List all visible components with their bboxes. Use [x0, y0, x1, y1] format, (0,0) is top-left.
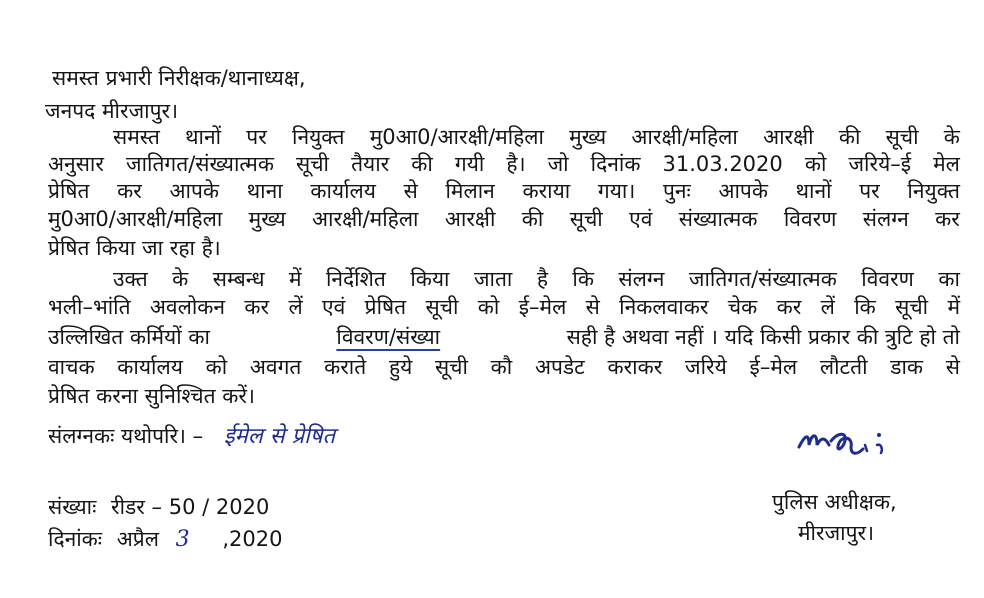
reference-number	[48, 492, 269, 522]
reference-date	[48, 524, 282, 555]
para1-line-4: मु0आ0/आरक्षी/महिला मुख्य आरक्षी/महिला आरक्षी की सूची एवं संख्यात्मक विवरण संलग्न कर	[48, 207, 960, 231]
para2-line-3	[48, 322, 960, 352]
signatory-location: मीरजापुर।	[798, 521, 875, 545]
para2-line-1: उक्त के सम्बन्ध में निर्देशित किया जाता है कि संलग्न जातिगत/संख्यात्मक विवरण का	[113, 267, 960, 291]
para1-line-3: प्रेषित कर आपके थाना कार्यालय से मिलान कराया गया। पुनः आपके थानों पर नियुक्त	[48, 179, 960, 203]
reference-date-month: अप्रैल	[116, 527, 159, 551]
reference-date-year: ,2020	[222, 527, 283, 551]
reference-date-label: दिनांकः	[48, 527, 103, 551]
officer-signature	[795, 415, 915, 465]
para2-line-3-start: उल्लिखित कर्मियों का	[48, 325, 210, 349]
para2-line-5: प्रेषित करना सुनिश्चित करें।	[48, 384, 255, 408]
para2-line-4: वाचक कार्यालय को अवगत कराते हुये सूची कौ अपडेट कराकर जरिये ई–मेल लौटती डाक से	[48, 355, 960, 379]
para1-line-2: अनुसार जातिगत/संख्यात्मक सूची तैयार की गयी है। जो दिनांक 31.03.2020 को जरिये–ई मेल	[48, 152, 960, 176]
reference-number-value: रीडर – 50 / 2020	[111, 495, 270, 519]
para1-line-5: प्रेषित किया जा रहा है।	[48, 236, 221, 260]
reference-number-label: संख्याः	[48, 495, 97, 519]
para1-line-1: समस्त थानों पर नियुक्त मु0आ0/आरक्षी/महिला मुख्य आरक्षी/महिला आरक्षी की सूची के	[113, 125, 960, 149]
enclosure-line	[48, 421, 335, 452]
address-line-2: जनपद मीरजापुर।	[45, 99, 179, 123]
underlined-detail-count: विवरण/संख्या	[336, 325, 441, 349]
para2-line-2: भली–भांति अवलोकन कर लें एवं प्रेषित सूची को ई–मेल से निकलवाकर चेक कर लें कि सूची में	[48, 295, 960, 319]
handwritten-email-note: ईमेल से प्रेषित	[223, 424, 336, 449]
para2-line-3-end: सही है अथवा नहीं । यदि किसी प्रकार की त्रुटि हो तो	[566, 325, 960, 349]
address-line-1: समस्त प्रभारी निरीक्षक/थानाध्यक्ष,	[52, 66, 306, 90]
enclosure-label: संलग्नकः यथोपरि। –	[48, 424, 204, 448]
handwritten-date-day: 3	[175, 527, 190, 552]
signatory-title: पुलिस अधीक्षक,	[772, 490, 897, 514]
